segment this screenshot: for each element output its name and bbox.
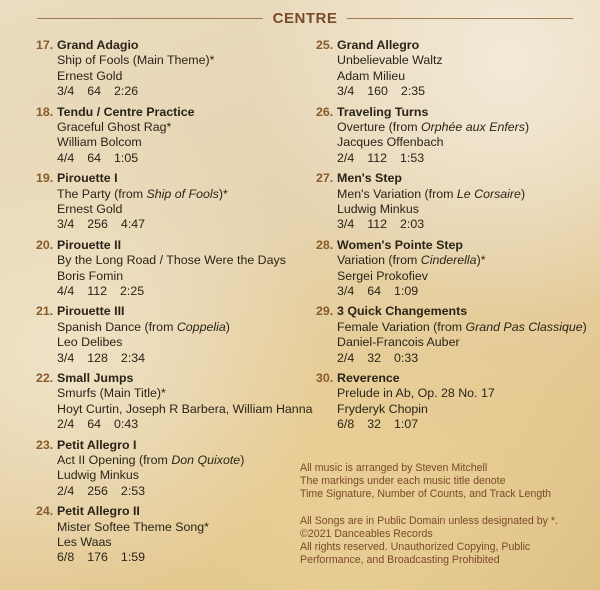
track-markings bbox=[57, 151, 312, 166]
counts: 32 bbox=[367, 417, 382, 432]
track-number: 22. bbox=[36, 370, 54, 385]
note-line: All Songs are in Public Domain unless designated by *. bbox=[300, 514, 558, 527]
counts: 64 bbox=[87, 150, 102, 165]
track-entry bbox=[316, 238, 587, 305]
track-name: Petit Allegro II bbox=[57, 504, 140, 519]
track-entry bbox=[36, 438, 312, 505]
title-italic: Don Quixote bbox=[171, 452, 241, 467]
title-text: Spanish Dance (from bbox=[57, 319, 177, 334]
track-markings bbox=[57, 417, 312, 432]
time-signature: 3/4 bbox=[337, 84, 355, 99]
composer: Ernest Gold bbox=[57, 202, 123, 216]
track-title bbox=[337, 53, 587, 68]
counts: 256 bbox=[87, 217, 108, 232]
time-signature: 3/4 bbox=[337, 217, 355, 232]
composer: Adam Milieu bbox=[337, 68, 406, 83]
track-number: 29. bbox=[316, 304, 334, 319]
track-name: Reverence bbox=[337, 370, 400, 385]
time-signature: 2/4 bbox=[57, 417, 75, 432]
track-markings bbox=[337, 217, 587, 232]
track-markings bbox=[337, 351, 587, 366]
track-title bbox=[57, 386, 312, 401]
title-text: Act II Opening (from bbox=[57, 452, 172, 467]
track-markings bbox=[57, 351, 312, 366]
track-length: 1:53 bbox=[400, 150, 425, 165]
note-paragraph bbox=[300, 462, 558, 502]
title-italic: Cinderella bbox=[420, 253, 477, 268]
track-number: 27. bbox=[316, 171, 334, 186]
track-length: 2:34 bbox=[120, 350, 146, 365]
time-signature: 6/8 bbox=[57, 550, 75, 565]
title-text: Prelude in Ab, Op. 28 No. 17 bbox=[337, 386, 495, 401]
track-title bbox=[57, 120, 312, 135]
divider bbox=[37, 18, 263, 19]
track-entry bbox=[316, 171, 587, 238]
section-header bbox=[37, 10, 573, 27]
note-line: All music is arranged by Steven Mitchell bbox=[300, 462, 488, 474]
track-name: Small Jumps bbox=[57, 370, 134, 385]
track-length: 1:07 bbox=[394, 417, 419, 432]
time-signature: 2/4 bbox=[337, 350, 355, 365]
track-number: 19. bbox=[36, 171, 54, 186]
track-markings bbox=[57, 217, 312, 232]
track-markings bbox=[337, 84, 587, 99]
track-title bbox=[337, 386, 587, 401]
track-entry bbox=[36, 105, 312, 172]
track-entry bbox=[316, 371, 587, 438]
title-text: )* bbox=[476, 253, 486, 268]
title-text: )* bbox=[218, 186, 228, 201]
composer: Boris Fomin bbox=[57, 268, 124, 283]
title-text: Variation (from bbox=[337, 253, 421, 268]
counts: 64 bbox=[367, 284, 382, 298]
track-number: 26. bbox=[316, 104, 334, 119]
track-title bbox=[57, 187, 312, 202]
track-number: 21. bbox=[36, 304, 54, 319]
track-markings bbox=[57, 284, 312, 299]
composer: Sergei Prokofiev bbox=[337, 268, 428, 283]
time-signature: 3/4 bbox=[57, 350, 75, 365]
time-signature: 6/8 bbox=[337, 417, 355, 432]
track-length: 1:05 bbox=[114, 150, 139, 165]
time-signature: 4/4 bbox=[57, 150, 75, 165]
title-italic: Le Corsaire bbox=[456, 186, 521, 201]
track-markings bbox=[57, 84, 312, 99]
time-signature: 3/4 bbox=[57, 217, 75, 232]
track-entry bbox=[36, 304, 312, 371]
track-number: 17. bbox=[36, 38, 54, 52]
title-text: Female Variation (from bbox=[337, 319, 466, 334]
composer: Leo Delibes bbox=[57, 335, 123, 350]
track-number: 20. bbox=[36, 237, 54, 252]
track-markings bbox=[337, 284, 587, 299]
track-length: 0:43 bbox=[114, 417, 139, 432]
time-signature: 2/4 bbox=[337, 150, 355, 165]
counts: 256 bbox=[87, 483, 108, 498]
track-markings bbox=[337, 417, 587, 432]
title-text: Smurfs (Main Title)* bbox=[57, 386, 166, 401]
title-italic: Grand Pas Classique bbox=[465, 319, 583, 334]
track-length: 4:47 bbox=[120, 217, 146, 232]
track-length: 2:26 bbox=[114, 84, 139, 99]
composer: William Bolcom bbox=[57, 135, 142, 150]
note-line: Time Signature, Number of Counts, and Track Length bbox=[300, 488, 552, 501]
track-markings bbox=[57, 484, 312, 499]
track-name: Grand Allegro bbox=[337, 38, 420, 52]
track-entry bbox=[36, 371, 312, 438]
track-title bbox=[57, 53, 312, 68]
track-number: 25. bbox=[316, 38, 334, 52]
track-entry bbox=[36, 38, 312, 105]
section-title: CENTRE bbox=[272, 10, 338, 27]
title-text: Mister Softee Theme Song* bbox=[57, 519, 209, 534]
track-name: 3 Quick Changements bbox=[337, 304, 468, 319]
track-title bbox=[57, 320, 312, 335]
track-name: Traveling Turns bbox=[337, 104, 429, 119]
composer: Hoyt Curtin, Joseph R Barbera, William Hanna bbox=[57, 401, 313, 416]
track-markings bbox=[337, 151, 587, 166]
track-number: 23. bbox=[36, 437, 54, 452]
track-name: Women's Pointe Step bbox=[337, 237, 463, 252]
note-line: The markings under each music title denote bbox=[300, 475, 506, 488]
track-entry bbox=[36, 171, 312, 238]
counts: 32 bbox=[367, 350, 382, 365]
track-number: 18. bbox=[36, 104, 54, 119]
track-length: 1:59 bbox=[120, 550, 146, 565]
track-length: 0:33 bbox=[394, 350, 419, 365]
track-column-left bbox=[36, 38, 312, 571]
track-title bbox=[337, 253, 587, 268]
track-number: 24. bbox=[36, 504, 54, 519]
track-length: 2:35 bbox=[400, 84, 426, 99]
track-length: 2:03 bbox=[400, 217, 425, 232]
track-name: Tendu / Centre Practice bbox=[57, 104, 195, 119]
counts: 112 bbox=[367, 150, 387, 165]
composer: Les Waas bbox=[57, 534, 112, 549]
time-signature: 3/4 bbox=[57, 84, 75, 99]
counts: 160 bbox=[367, 84, 388, 99]
track-entry bbox=[316, 38, 587, 105]
track-number: 30. bbox=[316, 370, 334, 385]
track-column-right bbox=[316, 38, 587, 438]
title-text: ) bbox=[225, 319, 230, 334]
title-text: Men's Variation (from bbox=[337, 186, 457, 201]
track-title bbox=[337, 320, 587, 335]
note-paragraph bbox=[300, 515, 558, 568]
time-signature: 3/4 bbox=[337, 284, 355, 298]
counts: 64 bbox=[87, 84, 102, 99]
counts: 176 bbox=[87, 550, 108, 565]
track-name: Pirouette II bbox=[57, 237, 122, 252]
counts: 64 bbox=[87, 417, 102, 432]
composer: Jacques Offenbach bbox=[337, 135, 444, 150]
title-text: By the Long Road / Those Were the Days bbox=[57, 253, 286, 268]
track-length: 2:25 bbox=[120, 284, 145, 298]
title-text: The Party (from bbox=[57, 186, 147, 201]
title-text: Graceful Ghost Rag* bbox=[57, 120, 172, 134]
track-name: Petit Allegro I bbox=[57, 437, 137, 452]
title-text: Unbelievable Waltz bbox=[337, 53, 443, 68]
composer: Daniel-Francois Auber bbox=[337, 335, 460, 350]
track-title bbox=[337, 120, 587, 135]
time-signature: 2/4 bbox=[57, 483, 75, 498]
note-line: ©2021 Danceables Records bbox=[300, 527, 433, 540]
counts: 112 bbox=[367, 217, 387, 232]
composer: Ludwig Minkus bbox=[337, 202, 419, 216]
counts: 112 bbox=[87, 284, 107, 298]
track-markings bbox=[57, 550, 312, 565]
track-entry bbox=[36, 504, 312, 571]
time-signature: 4/4 bbox=[57, 284, 75, 298]
track-entry bbox=[316, 105, 587, 172]
track-length: 1:09 bbox=[394, 284, 419, 298]
title-text: ) bbox=[525, 120, 530, 134]
track-entry bbox=[316, 304, 587, 371]
title-text: ) bbox=[240, 452, 245, 467]
title-italic: Orphée aux Enfers bbox=[421, 120, 526, 134]
liner-notes bbox=[300, 462, 558, 580]
track-number: 28. bbox=[316, 237, 334, 252]
title-text: Overture (from bbox=[337, 120, 421, 134]
title-text: ) bbox=[582, 319, 587, 334]
track-name: Pirouette III bbox=[57, 304, 125, 319]
track-title bbox=[337, 187, 587, 202]
composer: Ludwig Minkus bbox=[57, 468, 139, 483]
track-title bbox=[57, 453, 312, 468]
track-name: Pirouette I bbox=[57, 171, 118, 186]
title-text: Ship of Fools (Main Theme)* bbox=[57, 53, 215, 68]
track-length: 2:53 bbox=[120, 483, 146, 498]
title-italic: Ship of Fools bbox=[146, 186, 219, 201]
title-italic: Coppelia bbox=[176, 319, 226, 334]
track-name: Grand Adagio bbox=[57, 38, 139, 52]
track-name: Men's Step bbox=[337, 171, 402, 186]
track-entry bbox=[36, 238, 312, 305]
note-line: All rights reserved. Unauthorized Copying, Public bbox=[300, 541, 531, 554]
track-title bbox=[57, 520, 312, 535]
track-title bbox=[57, 253, 312, 268]
note-line: Performance, and Broadcasting Prohibited bbox=[300, 554, 500, 567]
counts: 128 bbox=[87, 350, 108, 365]
composer: Ernest Gold bbox=[57, 68, 123, 83]
composer: Fryderyk Chopin bbox=[337, 401, 428, 416]
divider bbox=[347, 18, 573, 19]
title-text: ) bbox=[520, 186, 526, 201]
